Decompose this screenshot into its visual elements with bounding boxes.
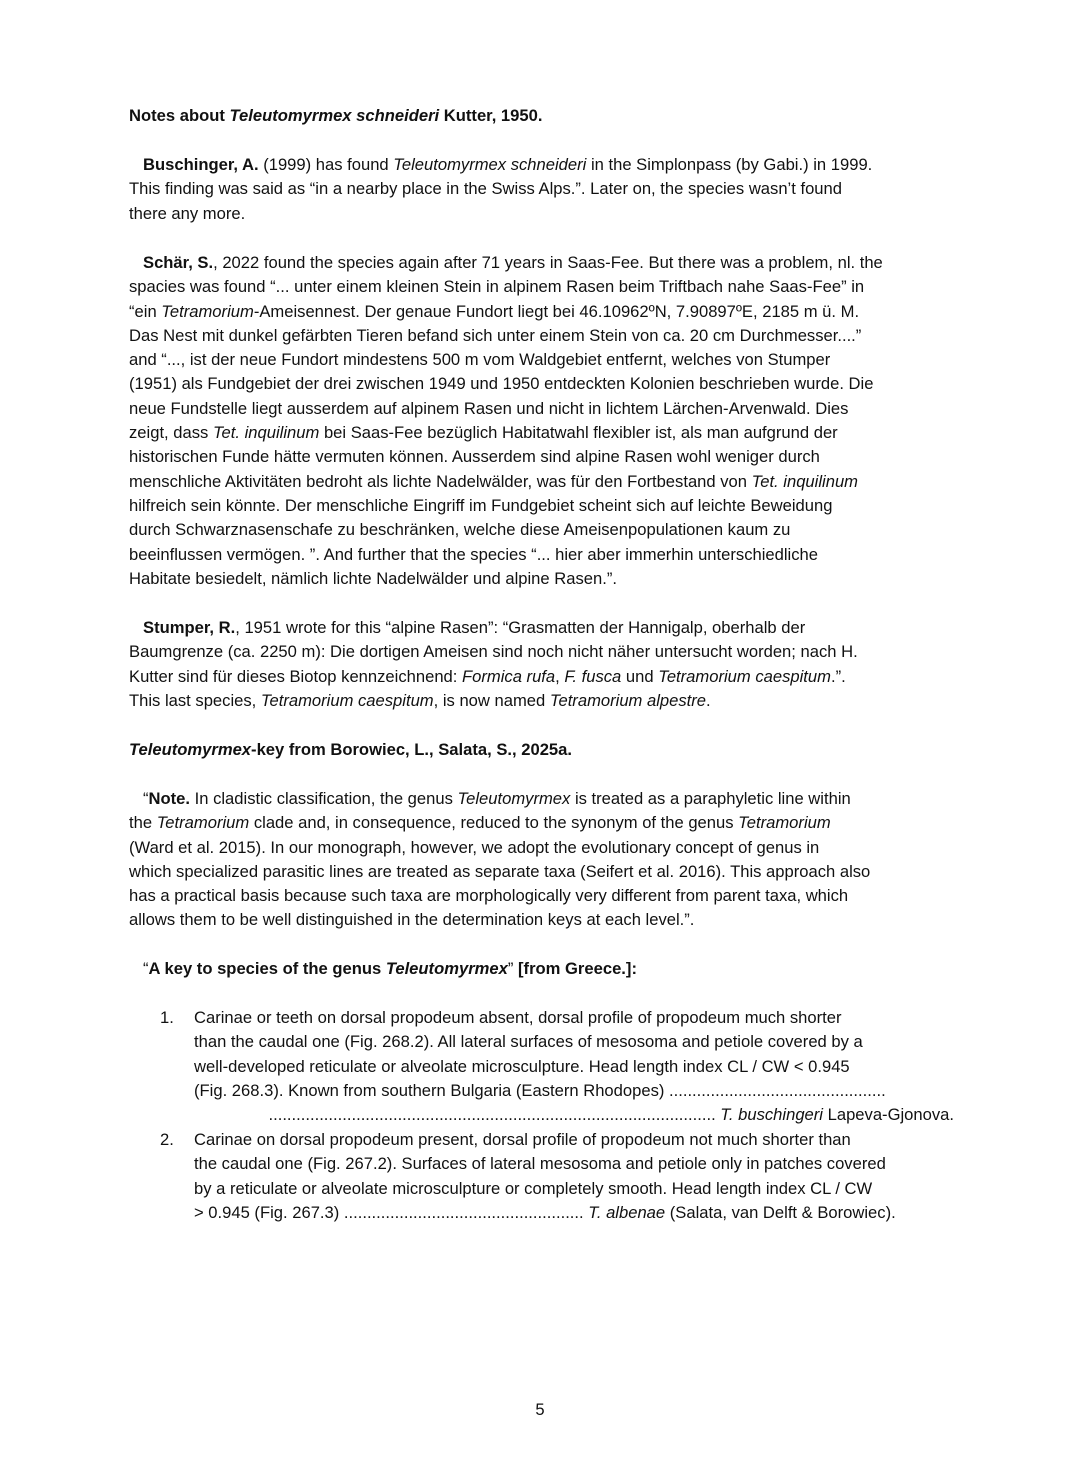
title-suffix: Kutter, 1950. <box>439 106 543 125</box>
species-name: Tet. inquilinum <box>751 471 858 491</box>
genus-name: Teleutomyrmex <box>457 789 571 808</box>
genus-name: Tetramorium <box>156 813 250 833</box>
paragraph-stumper: Stumper, R., 1951 wrote for this “alpine Rasen”: “Grasmatten der Hannigalp, oberhalb der Baumgrenze (ca. 2250 m): Die dortigen Ameisen sind noch nicht näher untersucht worden; nach H. Kutter sind für dieses Biotop kennzeichnend: Formica rufa, F. fusca und Tetramorium caespitum.”. This last species, Tetramorium caespitum, is now named Tetramorium alpestre. <box>129 618 858 710</box>
species-name: Tetramorium alpestre <box>549 690 707 710</box>
author-name: Schär, S. <box>143 253 214 272</box>
key-item-text: Carinae or teeth on dorsal propodeum absent, dorsal profile of propodeum much shorter than the caudal one (Fig. 268.2). All lateral surfaces of mesosoma and petiole covered by a well-developed reticulate or alveolate microsculpture. Head length index CL / CW < 0.945 (Fig. 268.3). Known from southern Bulgaria (Eastern Rhodopes) ............................................... ................................................................................................. T. buschingeri Lapeva-Gjonova. <box>194 1008 954 1125</box>
species-name: Tetramorium caespitum <box>260 690 434 710</box>
key-item-number: 1. <box>160 1008 174 1027</box>
species-name: Tet. inquilinum <box>212 423 320 443</box>
species-name: F. fusca <box>564 666 622 686</box>
genus-name: Tetramorium <box>738 813 831 833</box>
species-name: Formica rufa <box>462 666 556 686</box>
genus-name: Tetramorium <box>161 301 254 321</box>
section-title <box>129 104 954 128</box>
species-name: T. albenae <box>588 1202 666 1222</box>
paragraph-schaer: Schär, S., 2022 found the species again after 71 years in Saas-Fee. But there was a problem, nl. the spacies was found “... unter einem kleinen Stein in alpinem Rasen beim Triftbach nahe Saas-Fee” in “ein Tetramorium-Ameisennest. Der genaue Fundort liegt bei 46.10962ºN, 7.90897ºE, 2185 m ü. M. Das Nest mit dunkel gefärbten Tieren befand sich unter einem Stein von ca. 20 cm Durchmesser....” and “..., ist der neue Fundort mindestens 500 m vom Waldgebiet entfernt, welches von Stumper (1951) als Fundgebiet der drei zwischen 1949 und 1950 entdeckten Kolonien beschrieben wurde. Die neue Fundstelle liegt ausserdem auf alpinem Rasen und nicht in lichtem Lärchen-Arvenwald. Dies zeigt, dass Tet. inquilinum bei Saas-Fee bezüglich Habitatwahl flexibler ist, als man aufgrund der historischen Funde hätte vermuten können. Ausserdem sind alpine Rasen wohl weniger durch menschliche Aktivitäten bedroht als lichte Nadelwälder, was für den Fortbestand von Tet. inquilinum hilfreich sein könnte. Der menschliche Eingriff im Fundgebiet scheint sich auf leichte Beweidung durch Schwarznasenschafe zu beschränken, welche diese Ameisenpopulationen kaum zu beeinflussen vermögen. ”. And further that the species “... hier aber immerhin unterschiedliche Habitate besiedelt, nämlich lichte Nadelwälder und alpine Rasen.”. <box>129 253 883 588</box>
genus-name: Teleutomyrmex <box>129 740 252 759</box>
author-name: Stumper, R. <box>143 618 236 637</box>
page-number: 5 <box>535 1400 545 1419</box>
paragraph-buschinger: Buschinger, A. (1999) has found Teleutomyrmex schneideri in the Simplonpass (by Gabi.) in 1999. This finding was said as “in a nearby place in the Swiss Alps.”. Later on, the species wasn’t found there any more. <box>129 155 873 223</box>
key-item-text: Carinae on dorsal propodeum present, dorsal profile of propodeum not much shorter than the caudal one (Fig. 267.2). Surfaces of lateral mesosoma and petiole only in patches covered by a reticulate or alveolate microsculpture or completely smooth. Head length index CL / CW > 0.945 (Fig. 267.3) .................................................... T. albenae (Salata, van Delft & Borowiec). <box>194 1130 896 1222</box>
species-name: Tetramorium caespitum <box>658 666 831 686</box>
note-label: Note. <box>148 789 191 808</box>
paragraph-note: “Note. In cladistic classification, the genus Teleutomyrmex is treated as a paraphyletic line within the Tetramorium clade and, in consequence, reduced to the synonym of the genus Tetramorium (Ward et al. 2015). In our monograph, however, we adopt the evolutionary concept of genus in which specialized parasitic lines are treated as separate taxa (Seifert et al. 2016). This approach also has a practical basis because such taxa are morphologically very different from parent taxa, which allows them to be well distinguished in the determination keys at each level.”. <box>129 789 871 930</box>
title-species: Teleutomyrmex schneideri <box>229 106 440 125</box>
key-heading: “A key to species of the genus Teleutomyrmex” [from Greece.]: <box>143 959 637 978</box>
species-name: Teleutomyrmex schneideri <box>393 155 587 174</box>
genus-name: Teleutomyrmex <box>385 959 508 978</box>
author-name: Buschinger, A. <box>143 155 259 174</box>
key-item-number: 2. <box>160 1130 174 1149</box>
title-prefix: Notes about <box>129 106 230 125</box>
key-source-heading: Teleutomyrmex-key from Borowiec, L., Salata, S., 2025a. <box>129 740 572 759</box>
species-name: T. buschingeri <box>720 1105 823 1125</box>
